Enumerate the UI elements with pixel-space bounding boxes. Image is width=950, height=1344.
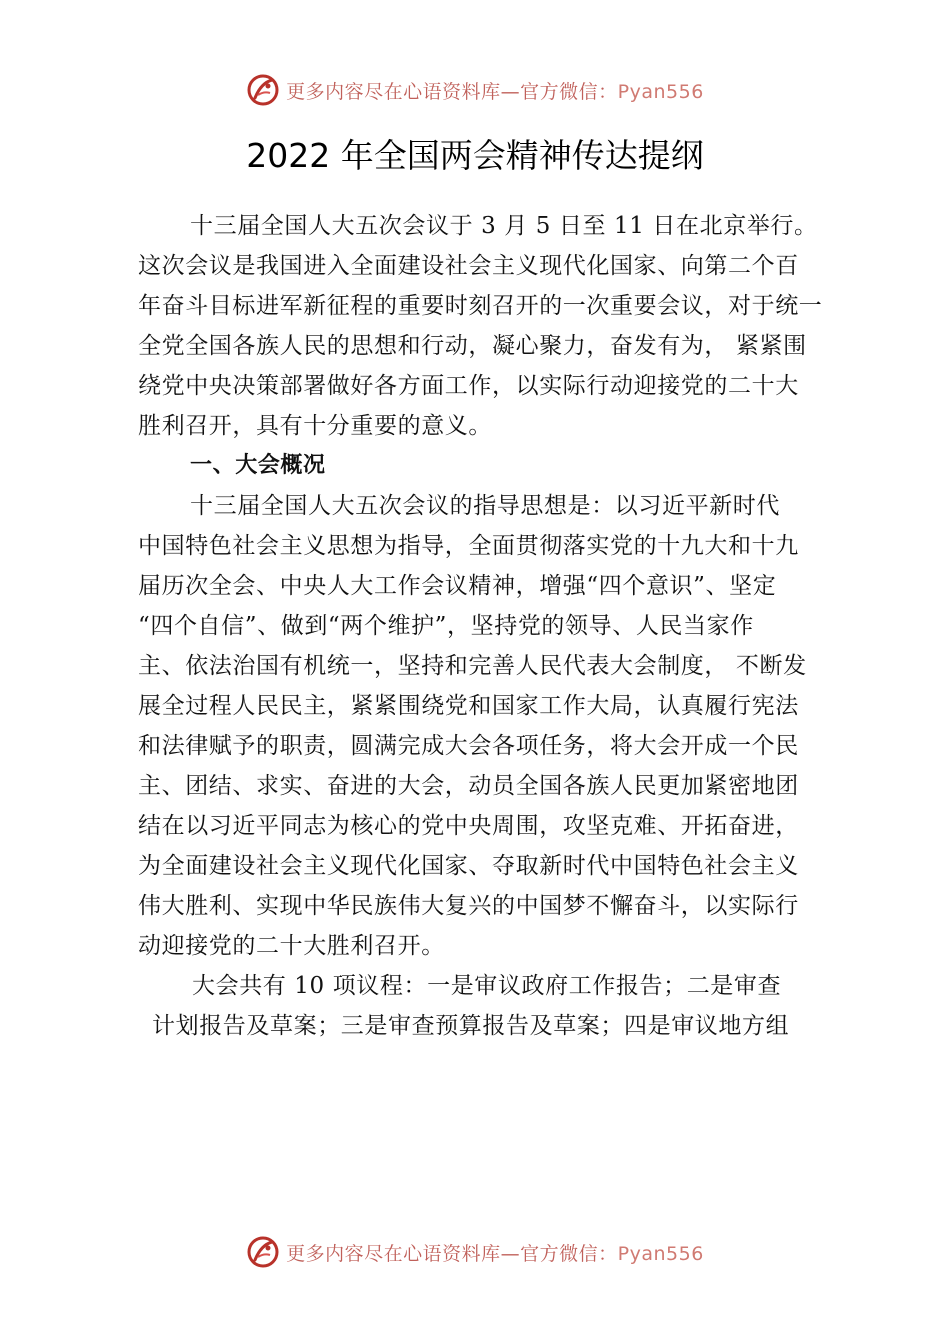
paragraph-line: “四个自信”、做到“两个维护”，坚持党的领导、人民当家作 (138, 613, 754, 639)
paragraph-line: 伟大胜利、实现中华民族伟大复兴的中国梦不懈奋斗，以实际行 (138, 893, 799, 919)
banner-text: 更多内容尽在心语资料库—官方微信：Pyan556 (286, 1242, 704, 1265)
paragraph-line: 大会共有 10 项议程：一是审议政府工作报告；二是审查 (192, 973, 782, 999)
wechat-id: Pyan556 (617, 80, 704, 103)
brush-logo-icon (246, 1235, 280, 1269)
paragraph-line: 中国特色社会主义思想为指导，全面贯彻落实党的十九大和十九 (138, 533, 799, 559)
paragraph-line: 十三届全国人大五次会议于 3 月 5 日至 11 日在北京举行。 (190, 213, 818, 239)
paragraph-line: 胜利召开，具有十分重要的意义。 (138, 413, 492, 439)
paragraph-line: 全党全国各族人民的思想和行动，凝心聚力，奋发有为， 紧紧围 (138, 333, 807, 359)
paragraph-line: 计划报告及草案；三是审查预算报告及草案；四是审议地方组 (152, 1013, 790, 1039)
paragraph-line: 动迎接党的二十大胜利召开。 (138, 933, 445, 959)
paragraph-line: 主、团结、求实、奋进的大会，动员全国各族人民更加紧密地团 (138, 773, 799, 799)
paragraph-line: 结在以习近平同志为核心的党中央周围，攻坚克难、开拓奋进， (138, 813, 799, 839)
document-body (138, 206, 843, 1046)
wechat-id: Pyan556 (617, 1242, 704, 1265)
header-banner (0, 70, 950, 110)
paragraph-line: 展全过程人民民主，紧紧围绕党和国家工作大局，认真履行宪法 (138, 693, 799, 719)
paragraph-line: 届历次全会、中央人大工作会议精神，增强“四个意识”、坚定 (138, 573, 777, 599)
brush-logo-icon (246, 73, 280, 107)
banner-text: 更多内容尽在心语资料库—官方微信：Pyan556 (286, 80, 704, 103)
paragraph-line: 为全面建设社会主义现代化国家、夺取新时代中国特色社会主义 (138, 853, 799, 879)
footer-banner (0, 1232, 950, 1272)
section-heading: 一、大会概况 (190, 453, 326, 478)
document-title: 2022 年全国两会精神传达提纲 (246, 136, 704, 175)
paragraph-line: 十三届全国人大五次会议的指导思想是：以习近平新时代 (190, 493, 780, 519)
paragraph-line: 和法律赋予的职责，圆满完成大会各项任务，将大会开成一个民 (138, 733, 799, 759)
paragraph-line: 年奋斗目标进军新征程的重要时刻召开的一次重要会议，对于统一 (138, 293, 823, 319)
paragraph-line: 这次会议是我国进入全面建设社会主义现代化国家、向第二个百 (138, 253, 799, 279)
paragraph-line: 主、依法治国有机统一，坚持和完善人民代表大会制度， 不断发 (138, 653, 807, 679)
paragraph-line: 绕党中央决策部署做好各方面工作，以实际行动迎接党的二十大 (138, 373, 799, 399)
